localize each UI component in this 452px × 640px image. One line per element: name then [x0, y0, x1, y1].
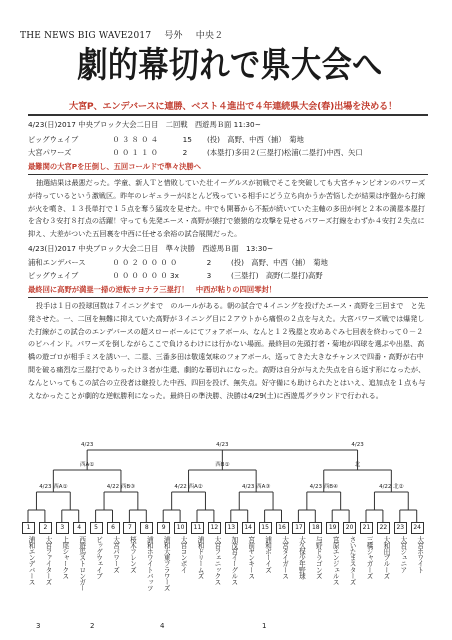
- team-name: 大宮ジュニア: [398, 536, 407, 573]
- seed-number: 5: [90, 522, 103, 534]
- match-label: 北: [354, 462, 361, 468]
- seed-number: 12: [208, 522, 221, 534]
- pitch-note: (投) 高野、中西（捕） 菊地: [230, 258, 328, 267]
- placement-number: 1: [262, 622, 267, 630]
- main-headline: 劇的幕切れで県大会へ: [77, 46, 383, 86]
- team-name: 与野ドラゴンズ: [314, 536, 323, 579]
- team-name: 西遊馬ストロンガー: [77, 536, 86, 591]
- game2-info: 4/23(日)2017 中央ブロック大会二日目 準々決勝 西遊馬Ｂ面 13:30~: [28, 244, 274, 253]
- seed-number: 9: [157, 522, 170, 534]
- seed-number: 24: [411, 522, 424, 534]
- seed-number: 17: [292, 522, 305, 534]
- seed-number: 16: [276, 522, 289, 534]
- team-name: 大宮パワーズ: [111, 536, 120, 573]
- match-label: 4/23 西A③: [242, 484, 271, 490]
- seed-number: 1: [22, 522, 35, 534]
- team-name: 三橋ジャガーズ: [365, 536, 373, 579]
- team-name: 加茂宮イーグルス: [229, 536, 238, 585]
- placement-number: 2: [90, 622, 95, 630]
- total: 2: [206, 258, 212, 267]
- team-name: 大宮ホワイト: [415, 536, 424, 573]
- team-name: 宮原エンジェルス: [331, 536, 340, 585]
- match-date: 4/23: [351, 442, 364, 448]
- team-name: 大宮コンボイ: [179, 536, 188, 573]
- seed-number: 19: [326, 522, 339, 534]
- placement-number: 4: [160, 622, 165, 630]
- team-name: 浦和ボーイズ: [263, 536, 272, 573]
- seed-number: 13: [225, 522, 238, 534]
- inning-scores: ０ ０ ２ ０ ０ ０ ０: [112, 258, 178, 267]
- game2-headline: 最終回に高野が満塁一掃の逆転サヨナラ三塁打！ 中西が粘りの四回零封！: [28, 285, 277, 294]
- inning-scores: ０ ０ １ １ ０: [112, 148, 159, 157]
- team-name: 大久保少年野球: [297, 536, 306, 579]
- team-name: 浦和ホワイトバッツ: [145, 536, 154, 591]
- team-name: 大和田ブルーズ: [381, 536, 390, 579]
- game1-body: 抽選結果は最悪だった。学童、新人Ｔと惜敗していた壮イーグルスが初戦でそこを突破しても大宮チャンピオンのパワーズが待っているという激戦区。昨年のレギュラーがほとんど残っている相手にどう立ち向かうか苦悩したが結果は序盤から打線が火を噴き、１３長単打で１５点を奪う猛攻を見せた。中でも開幕から不振が続いていた主軸の多田が何と２本の満塁本塁打を含む３安打８打点の活躍！守っても先発エース・高野が猿打で猿猿的な攻撃を見せるパワーズ打線をわずか４安打２失点に抑え、大差がついた五回裏を中西に任せる余裕の試合展開だった。: [28, 178, 426, 239]
- game1-headline: 最難関の大宮Pを圧倒し、五回コールドで準々決勝へ: [28, 162, 202, 171]
- team-name: 浦和エンデバース: [28, 258, 86, 267]
- team-name: 宮前ヤンキース: [246, 536, 255, 579]
- issue-label: 号外: [164, 31, 183, 41]
- seed-number: 14: [242, 522, 255, 534]
- seed-number: 23: [394, 522, 407, 534]
- inning-scores: ０ ０ ０ ０ ０ ０ 3x: [112, 271, 179, 280]
- team-name: さいたまスターズ: [348, 536, 357, 585]
- seed-number: 20: [343, 522, 356, 534]
- seed-number: 22: [377, 522, 390, 534]
- total: 2: [182, 148, 188, 157]
- match-date: 4/23: [216, 442, 229, 448]
- total: 3: [206, 271, 212, 280]
- seed-number: 11: [191, 522, 204, 534]
- team-name: 浦和ドリームズ: [196, 536, 204, 579]
- seed-number: 3: [56, 522, 69, 534]
- team-name: 浦和大東フラワーズ: [162, 536, 171, 591]
- match-label: 4/22 北②: [379, 484, 404, 490]
- team-name: 大宮フェニックス: [212, 536, 221, 585]
- pitch-note: (投) 高野、中西（捕） 菊地: [206, 135, 304, 144]
- seed-number: 10: [174, 522, 187, 534]
- seed-number: 21: [360, 522, 373, 534]
- game1-info: 4/23(日)2017 中央ブロック大会二日目 二回戦 西遊馬Ｂ面 11:30~: [28, 120, 261, 129]
- match-label: 4/23 西A①: [39, 484, 68, 490]
- hit-note: (本塁打)多田２(三塁打)松浦(二塁打)中西、矢口: [206, 148, 363, 157]
- placement-number: 3: [36, 622, 41, 630]
- seed-number: 2: [39, 522, 52, 534]
- inning-scores: ０ ３ ８ ０ ４: [112, 135, 159, 144]
- hit-note: (三塁打) 高野(二塁打)高野: [230, 271, 323, 280]
- game2-body: 投手は１日の投球回数は７イニングまで のルールがある。朝の試合で４イニングを投げたエース・高野を三回まで と先発させた。一、二回を無難に抑えていた高野が３イニング目に２アウトから痛恨の２点を与えた。大宮パワーズ戦では爆発した打線がこの試合のエンデバースの超スローボールにてフォアボール、なんと１２残塁と攻めあぐみ七回表を終わって０－２のビハインド。パワーズを倒しながらここで負けるわけには行かない場面。最終回の先頭打者・菊地が四球を選ぶや出塁、高橋の遊ゴロが相手ミスを誘い一、二塁、三番多田は敬遠気味のフォアボール、巡ってきた大きなチャンスで四番・高野が右中間を破る痛烈な三塁打でありったけ３者が生還、劇的な幕切れになった。高野は自分が与えた失点を自ら返す形になったが、なんといってもこの試合の立役者は継投した中西、四回を投げ、無失点。好守備にも助けられたとはいえ、追加点を１点も与えなかったことが劇的な逆転勝利になった。最終日の準決勝、決勝は4/29(土)に西遊馬グラウンドで行われる。: [28, 301, 426, 400]
- match-label: 4/22 西A②: [174, 484, 203, 490]
- team-name: 大宮ファイターズ: [43, 536, 52, 585]
- region-label: 中央２: [195, 31, 224, 41]
- seed-number: 15: [259, 522, 272, 534]
- match-label: 4/22 西B③: [106, 484, 136, 490]
- seed-number: 7: [123, 522, 136, 534]
- seed-number: 4: [73, 522, 86, 534]
- team-name: 浦和エンデバース: [27, 536, 35, 585]
- seed-number: 8: [140, 522, 153, 534]
- team-name: 大宮パワーズ: [28, 148, 72, 157]
- match-label: 西A①: [80, 462, 95, 468]
- match-date: 4/23: [80, 442, 94, 448]
- team-name: 上尾シャークス: [60, 536, 69, 579]
- team-name: ビッグウェイブ: [94, 536, 103, 579]
- seed-number: 18: [309, 522, 322, 534]
- sub-headline: 大宮P、エンデバースに連勝、ベスト４進出で４年連続県大会(春)出場を決める！: [68, 101, 398, 112]
- match-label: 4/23 西B④: [309, 484, 338, 490]
- total: 15: [182, 135, 192, 144]
- paper-name: THE NEWS BIG WAVE2017: [20, 31, 152, 41]
- team-name: ビッグウェイブ: [28, 135, 79, 144]
- team-name: 桜木フレンズ: [128, 536, 137, 573]
- team-name: 大宮タイガース: [280, 536, 289, 579]
- match-label: 西B①: [215, 462, 230, 468]
- team-name: ビッグウェイブ: [28, 271, 79, 280]
- seed-number: 6: [107, 522, 120, 534]
